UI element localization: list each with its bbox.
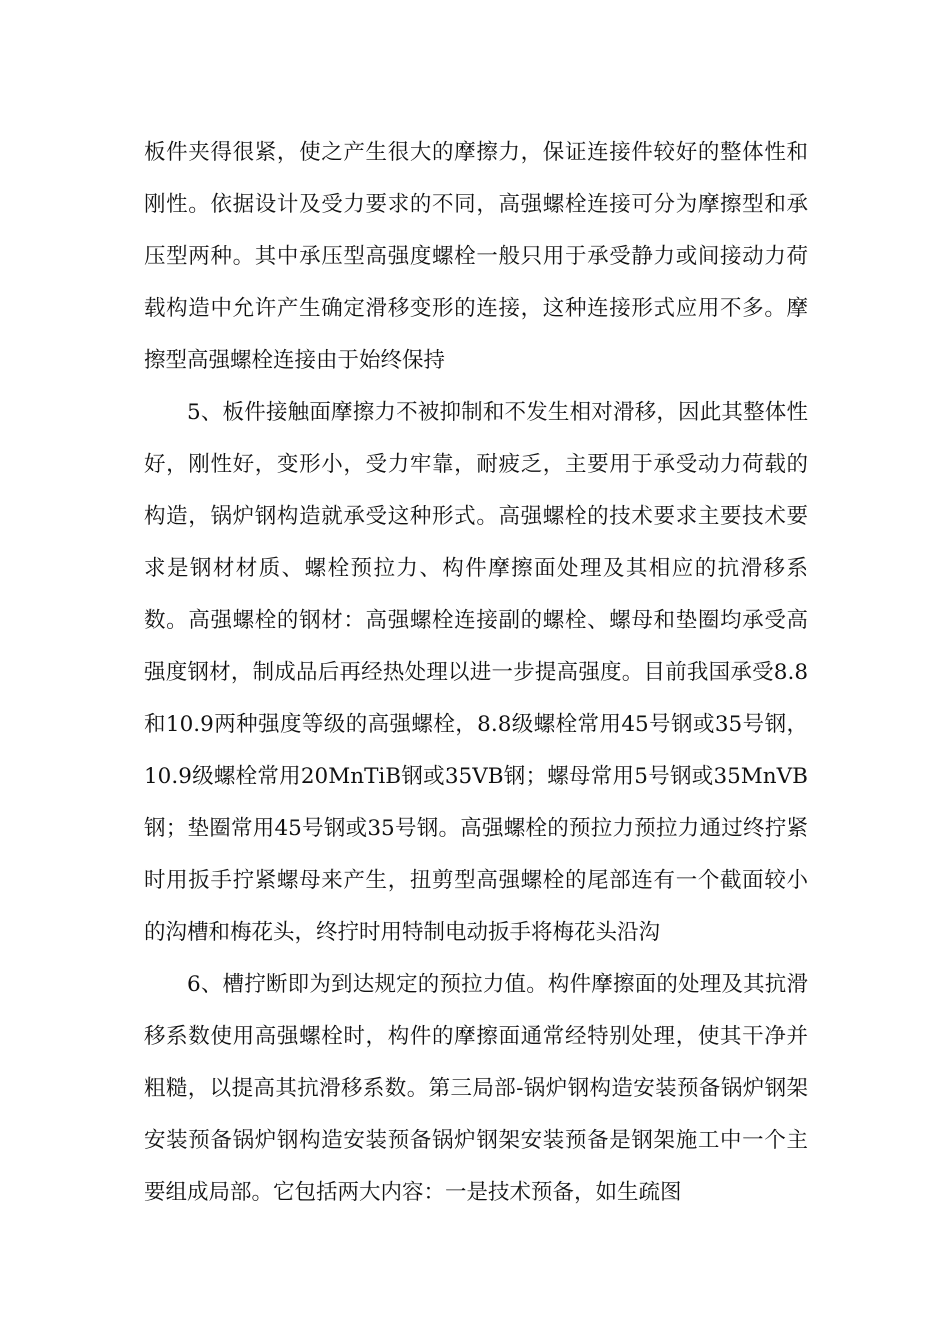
document-body <box>144 127 808 1219</box>
paragraph-3: 6、槽拧断即为到达规定的预拉力值。构件摩擦面的处理及其抗滑移系数使用高强螺栓时，构件的摩擦面通常经特别处理，使其干净并粗糙，以提高其抗滑移系数。第三局部-锅炉钢构造安装预备锅炉钢架安装预备锅炉钢构造安装预备锅炉钢架安装预备是钢架施工中一个主要组成局部。它包括两大内容：一是技术预备，如生疏图 <box>144 972 808 1205</box>
paragraph-2: 5、板件接触面摩擦力不被抑制和不发生相对滑移，因此其整体性好，刚性好，变形小，受力牢靠，耐疲乏，主要用于承受动力荷载的构造，锅炉钢构造就承受这种形式。高强螺栓的技术要求主要技术要求是钢材材质、螺栓预拉力、构件摩擦面处理及其相应的抗滑移系数。高强螺栓的钢材：高强螺栓连接副的螺栓、螺母和垫圈均承受高强度钢材，制成品后再经热处理以进一步提高强度。目前我国承受8.8和10.9两种强度等级的高强螺栓，8.8级螺栓常用45号钢或35号钢，10.9级螺栓常用20MnTiB钢或35VB钢；螺母常用5号钢或35MnVB钢；垫圈常用45号钢或35号钢。高强螺栓的预拉力预拉力通过终拧紧时用扳手拧紧螺母来产生，扭剪型高强螺栓的尾部连有一个截面较小的沟槽和梅花头，终拧时用特制电动扳手将梅花头沿沟 <box>144 400 808 945</box>
paragraph-1: 板件夹得很紧，使之产生很大的摩擦力，保证连接件较好的整体性和刚性。依据设计及受力要求的不同，高强螺栓连接可分为摩擦型和承压型两种。其中承压型高强度螺栓一般只用于承受静力或间接动力荷载构造中允许产生确定滑移变形的连接，这种连接形式应用不多。摩擦型高强螺栓连接由于始终保持 <box>144 140 808 373</box>
